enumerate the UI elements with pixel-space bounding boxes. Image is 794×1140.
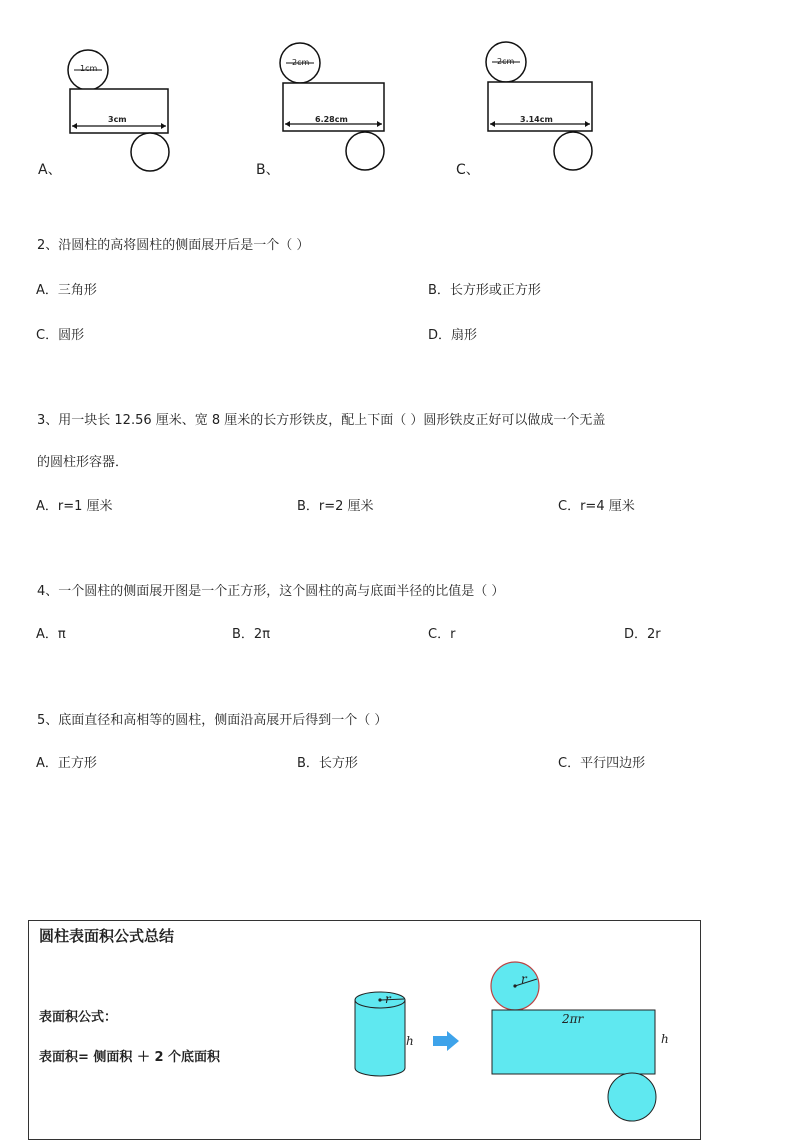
q1-option-c-label[interactable]: C、 <box>456 162 480 178</box>
q1-b-bottom-circle <box>346 132 384 170</box>
q3-option-a[interactable]: A．r=1 厘米 <box>36 499 113 514</box>
q1-a-circle-text: 1cm <box>80 64 98 73</box>
formula-label: 表面积公式： <box>39 1010 118 1025</box>
net-diagram <box>487 958 667 1128</box>
q3-stem-line2: 的圆柱形容器． <box>37 455 129 470</box>
q5-option-a[interactable]: A．正方形 <box>36 756 97 771</box>
q1-a-rect-text: 3cm <box>108 115 127 124</box>
formula: 表面积= 侧面积 ＋ 2 个底面积 <box>39 1050 221 1065</box>
q4-option-c[interactable]: C．r <box>428 627 456 642</box>
q5-option-c[interactable]: C．平行四边形 <box>558 756 646 771</box>
q1-a-bottom-circle <box>131 133 169 171</box>
net-circumference-label: 2πr <box>562 1012 584 1026</box>
q3-option-c[interactable]: C．r=4 厘米 <box>558 499 635 514</box>
q5-stem: 5、底面直径和高相等的圆柱，侧面沿高展开后得到一个（ ） <box>37 713 388 728</box>
q1-figure-a <box>60 45 175 175</box>
net-height-label: h <box>661 1032 669 1046</box>
q4-option-b[interactable]: B．2π <box>232 627 271 642</box>
q2-option-c[interactable]: C．圆形 <box>36 328 85 343</box>
q4-option-a[interactable]: A．π <box>36 627 66 642</box>
cylinder-height-label: h <box>406 1034 414 1048</box>
q1-c-circle-text: 2cm <box>497 57 515 66</box>
q1-c-rect-text: 3.14cm <box>520 115 553 124</box>
q2-stem: 2、沿圆柱的高将圆柱的侧面展开后是一个（ ） <box>37 238 310 253</box>
summary-title: 圆柱表面积公式总结 <box>39 927 175 945</box>
q1-b-rect-text: 6.28cm <box>315 115 348 124</box>
net-radius-label: r <box>521 972 527 986</box>
q1-option-b-label[interactable]: B、 <box>256 162 280 178</box>
q2-option-b[interactable]: B．长方形或正方形 <box>428 283 541 298</box>
cylinder-radius-label: r <box>385 992 391 1006</box>
q2-option-a[interactable]: A．三角形 <box>36 283 97 298</box>
q5-option-b[interactable]: B．长方形 <box>297 756 358 771</box>
q3-option-b[interactable]: B．r=2 厘米 <box>297 499 374 514</box>
q4-stem: 4、一个圆柱的侧面展开图是一个正方形，这个圆柱的高与底面半径的比值是（ ） <box>37 584 505 599</box>
q4-option-d[interactable]: D．2r <box>624 627 661 642</box>
q1-c-bottom-circle <box>554 132 592 170</box>
q3-stem-line1: 3、用一块长 12.56 厘米、宽 8 厘米的长方形铁皮，配上下面（ ）圆形铁皮正好可以做成一个无盖 <box>37 413 606 428</box>
q1-b-circle-text: 2cm <box>292 58 310 67</box>
summary-box <box>28 920 701 1140</box>
arrow-right-icon <box>431 1029 461 1053</box>
q1-option-a-label[interactable]: A、 <box>38 162 62 178</box>
q1-figures <box>0 0 794 200</box>
q2-option-d[interactable]: D．扇形 <box>428 328 478 343</box>
